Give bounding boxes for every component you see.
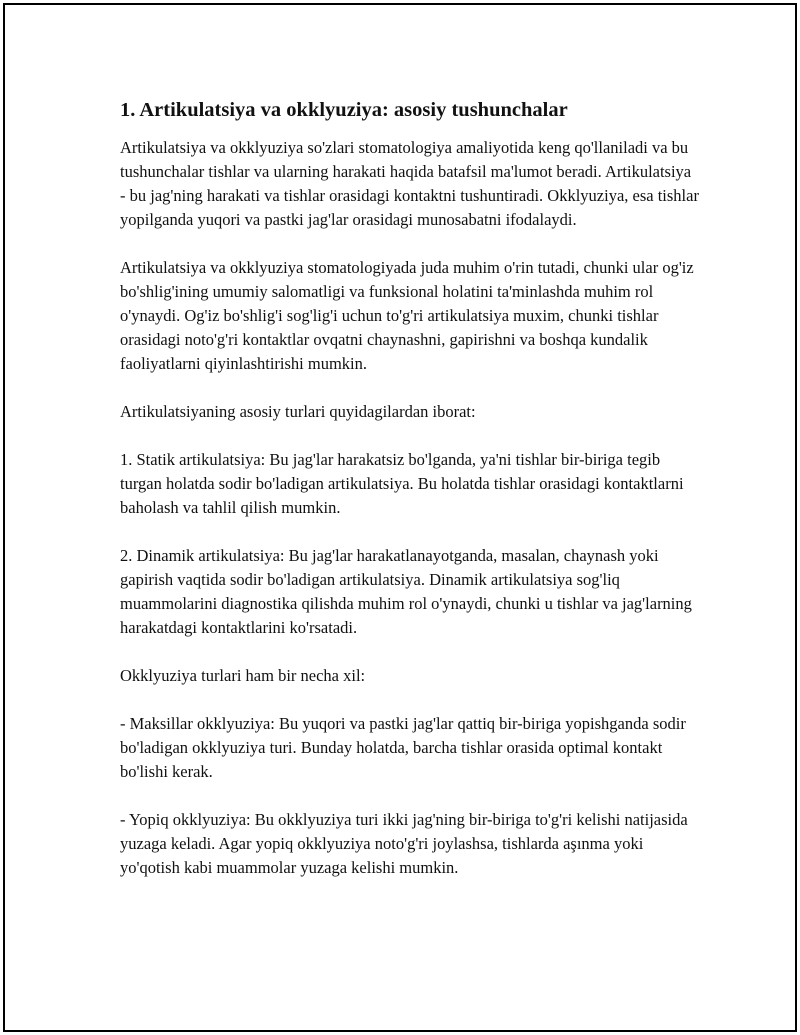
section-title: 1. Artikulatsiya va okklyuziya: asosiy tushunchalar bbox=[120, 99, 568, 121]
paragraph-intro: Artikulatsiya va okklyuziya so'zlari stomatologiya amaliyotida keng qo'llaniladi va bu tushunchalar tishlar va ularning harakati haqida batafsil ma'lumot beradi. Artikulatsiya - bu jag'ning harakati va tishlar orasidagi kontaktni tushuntiradi. Okklyuziya, esa tishlar yopilganda yuqori va pastki jag'lar orasidagi munosabatni ifodalaydi. bbox=[120, 138, 699, 229]
document-page bbox=[3, 3, 797, 1032]
paragraph-maxillary-occlusion: - Maksillar okklyuziya: Bu yuqori va pastki jag'lar qattiq bir-biriga yopishganda sodir bo'ladigan okklyuziya turi. Bunday holatda, barcha tishlar orasida optimal kontakt bo'lishi kerak. bbox=[120, 714, 686, 781]
document-body bbox=[120, 98, 700, 880]
paragraph-articulation-types-heading: Artikulatsiyaning asosiy turlari quyidagilardan iborat: bbox=[120, 402, 476, 421]
paragraph-static-articulation: 1. Statik artikulatsiya: Bu jag'lar harakatsiz bo'lganda, ya'ni tishlar bir-biriga tegib turgan holatda sodir bo'ladigan artikulatsiya. Bu holatda tishlar orasidagi kontaktlarni baholash va tahlil qilish mumkin. bbox=[120, 450, 684, 517]
paragraph-closed-occlusion: - Yopiq okklyuziya: Bu okklyuziya turi ikki jag'ning bir-biriga to'g'ri kelishi natijasida yuzaga keladi. Agar yopiq okklyuziya noto'g'ri joylashsa, tishlarda aşınma yoki yo'qotish kabi muammolar yuzaga kelishi mumkin. bbox=[120, 810, 688, 877]
paragraph-dynamic-articulation: 2. Dinamik artikulatsiya: Bu jag'lar harakatlanayotganda, masalan, chaynash yoki gapirish vaqtida sodir bo'ladigan artikulatsiya. Dinamik artikulatsiya sog'liq muammolarini diagnostika qilishda muhim rol o'ynaydi, chunki u tishlar va jag'larning harakatdagi kontaktlarini ko'rsatadi. bbox=[120, 546, 692, 637]
paragraph-occlusion-types-heading: Okklyuziya turlari ham bir necha xil: bbox=[120, 666, 366, 685]
paragraph-importance: Artikulatsiya va okklyuziya stomatologiyada juda muhim o'rin tutadi, chunki ular og'iz bo'shlig'ining umumiy salomatligi va funksional holatini ta'minlashda muhim rol o'ynaydi. Og'iz bo'shlig'i sog'lig'i uchun to'g'ri artikulatsiya muxim, chunki tishlar orasidagi noto'g'ri kontaktlar ovqatni chaynashni, gapirishni va boshqa kundalik faoliyatlarni qiyinlashtirishi mumkin. bbox=[120, 258, 694, 373]
